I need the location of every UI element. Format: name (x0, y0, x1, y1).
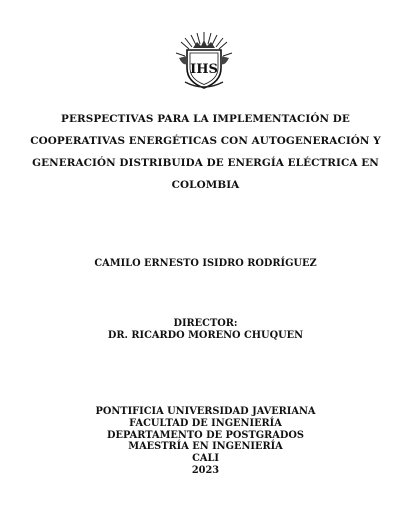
institution-university: PONTIFICIA UNIVERSIDAD JAVERIANA (95, 406, 316, 417)
director-label: DIRECTOR: (173, 318, 238, 329)
thesis-title-line-2: COOPERATIVAS ENERGÉTICAS CON AUTOGENERACIÓN Y (30, 135, 381, 147)
thesis-title-line-1: PERSPECTIVAS PARA LA IMPLEMENTACIÓN DE (61, 113, 350, 125)
institution-faculty: FACULTAD DE INGENIERÍA (129, 417, 282, 429)
crest-monogram: IHS (190, 62, 218, 77)
institution-department: DEPARTAMENTO DE POSTGRADOS (107, 429, 304, 441)
institution-year: 2023 (191, 464, 220, 476)
university-crest-icon (173, 30, 235, 92)
institution-city: CALI (192, 453, 219, 465)
institution-block (30, 406, 381, 477)
thesis-title-line-3: GENERACIÓN DISTRIBUIDA DE ENERGÍA ELÉCTRICA EN (32, 157, 379, 169)
director-name: DR. RICARDO MORENO CHUQUEN (107, 330, 304, 341)
director-block (30, 318, 381, 342)
thesis-title (30, 108, 381, 196)
author-name: CAMILO ERNESTO ISIDRO RODRÍGUEZ (94, 258, 317, 269)
institution-program: MAESTRÍA EN INGENIERÍA (128, 441, 283, 453)
thesis-title-line-4: COLOMBIA (171, 179, 240, 191)
